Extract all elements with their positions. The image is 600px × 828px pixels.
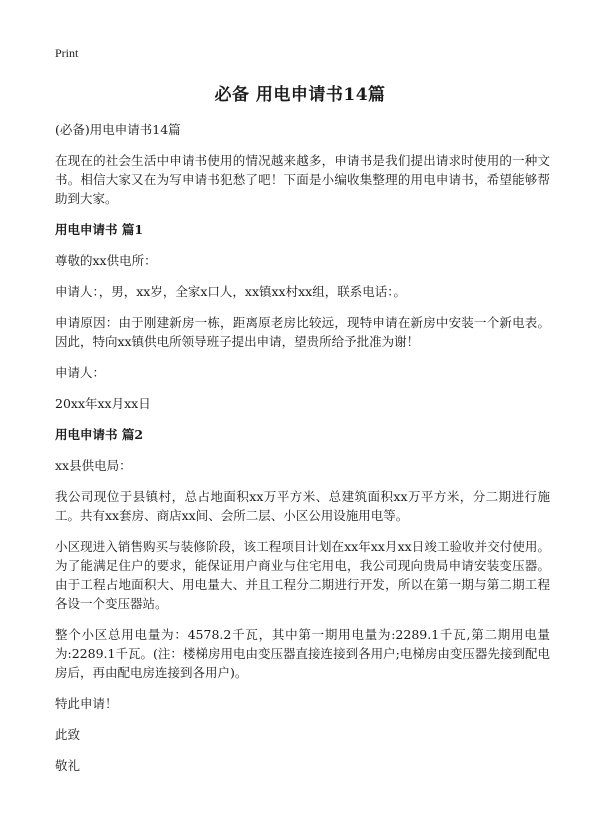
date-paragraph: 20xx年xx月xx日 (55, 396, 151, 411)
company-paragraph: 我公司现位于县镇村，总占地面积xx万平方米、总建筑面积xx万平方米，分二期进行施工。共有xx套房、商店xx间、会所二层、小区公用设施用电等。 (55, 489, 550, 523)
document-subtitle: (必备)用电申请书14篇 (55, 122, 181, 137)
regards-paragraph: 敬礼 (55, 758, 81, 773)
reason-paragraph: 申请原因：由于刚建新房一栋，距离原老房比较远，现特申请在新房中安装一个新电表。因此，特向xx镇供电所领导班子提出申请，望贵所给予批准为谢！ (55, 315, 550, 349)
print-link[interactable]: Print (55, 46, 79, 60)
closing-paragraph: 此致 (55, 727, 81, 742)
power-usage-paragraph: 整个小区总用电量为：4578.2千瓦，其中第一期用电量为:2289.1千瓦,第二期用电量为:2289.1千瓦。(注：楼梯房用电由变压器直接连接到各用户;电梯房由变压器先接到配电房后，再由配电房连接到各用户)。 (55, 627, 550, 680)
section-heading-2: 用电申请书 篇2 (55, 427, 144, 442)
signature-paragraph: 申请人： (55, 365, 106, 380)
document-body (55, 120, 550, 787)
salutation-paragraph: 尊敬的xx供电所： (55, 253, 157, 268)
applicant-info-paragraph: 申请人：，男，xx岁，全家x口人，xx镇xx村xx组，联系电话：。 (55, 284, 406, 299)
intro-paragraph: 在现在的社会生活中申请书使用的情况越来越多，申请书是我们提出请求时使用的一种文书。相信大家又在为写申请书犯愁了吧！下面是小编收集整理的用电申请书，希望能够帮助到大家。 (55, 153, 550, 206)
recipient-paragraph: xx县供电局： (55, 458, 132, 473)
section-heading-1: 用电申请书 篇1 (55, 222, 144, 237)
project-paragraph: 小区现进入销售购买与装修阶段，该工程项目计划在xx年xx月xx日竣工验收并交付使用。为了能满足住户的要求，能保证用户商业与住宅用电，我公司现向贵局申请安装变压器。由于工程占地面积大、用电量大、并且工程分二期进行开发，所以在第一期与第二期工程各设一个变压器站。 (55, 539, 550, 611)
request-paragraph: 特此申请！ (55, 696, 118, 711)
page-title: 必备 用电申请书14篇 (214, 85, 386, 105)
